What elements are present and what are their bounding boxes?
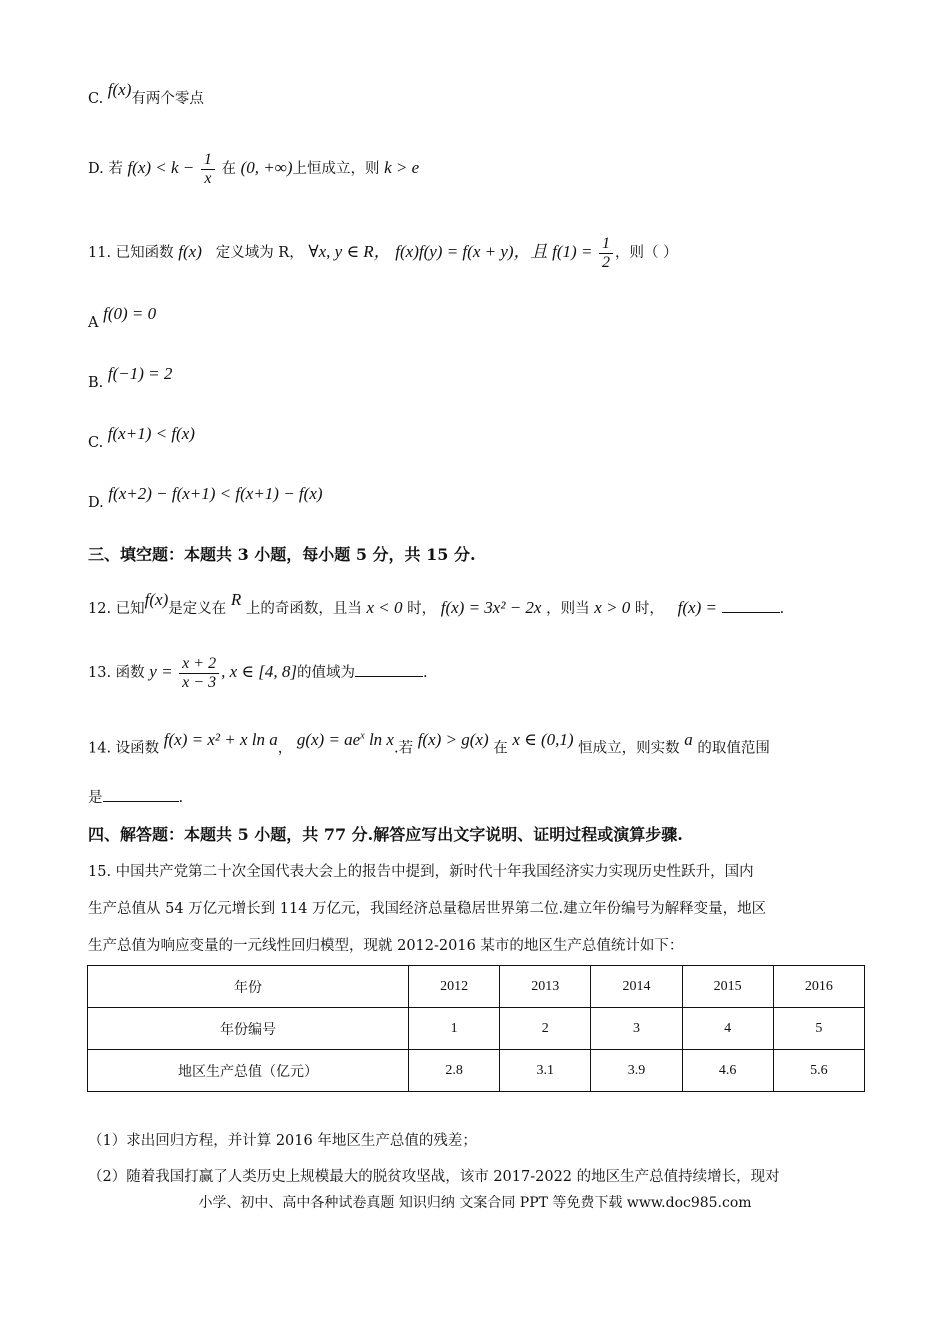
math-expression: f(0) = 0 <box>103 304 157 323</box>
text: 的值域为 <box>296 665 355 681</box>
q15-paragraph-line-1: 15. 中国共产党第二十次全国代表大会上的报告中提到，新时代十年我国经济实力实现历史性跃升，国内 <box>88 864 754 880</box>
option-label: A <box>88 315 99 331</box>
table-cell: 3.9 <box>591 1050 682 1092</box>
text: . <box>422 665 428 681</box>
table-header-cell: 地区生产总值（亿元） <box>88 1050 409 1092</box>
text: 是 <box>88 790 103 806</box>
math-expression: f(x) = 3x² − 2x <box>440 598 542 617</box>
question-lead: 14. 设函数 <box>88 740 160 757</box>
fraction-numerator: 1 <box>599 235 613 254</box>
q11-stem <box>88 232 678 273</box>
question-lead: 12. 已知 <box>88 601 145 617</box>
math-expression: f(x) <box>144 590 169 609</box>
text: ， <box>277 740 293 757</box>
table-cell: 2015 <box>682 966 773 1008</box>
question-lead: 11. 已知函数 <box>88 245 174 261</box>
math-expression: f(x) < k − <box>127 158 195 177</box>
math-expression: f(x) > g(x) <box>417 729 489 749</box>
q11-option-c <box>88 424 195 453</box>
option-text: 上恒成立，则 <box>292 161 380 177</box>
q12 <box>88 592 784 625</box>
math-expression: x ∈ (0,1) <box>512 729 574 749</box>
math-expression: ∀x, y ∈ R， <box>308 242 391 261</box>
table-cell: 2012 <box>409 966 500 1008</box>
question-lead: 13. 函数 <box>88 665 145 681</box>
math-expression: f(x) = <box>677 598 717 617</box>
q11-option-a <box>88 304 157 333</box>
fraction <box>201 151 215 188</box>
text: 恒成立，则实数 <box>578 740 680 757</box>
table-cell: 3.1 <box>500 1050 591 1092</box>
table-cell: 2.8 <box>409 1050 500 1092</box>
table-row <box>88 1008 865 1050</box>
table-cell: 2013 <box>500 966 591 1008</box>
text: 的取值范围 <box>697 740 770 757</box>
text: 在 <box>221 161 236 177</box>
fraction-denominator: x − 3 <box>182 673 217 691</box>
table-cell: 4.6 <box>682 1050 773 1092</box>
fraction <box>179 655 219 692</box>
option-label: D. <box>88 495 104 511</box>
math-expression: x < 0 <box>366 598 403 617</box>
text: 定义域为 R， <box>215 245 304 261</box>
math-expression: f(x) <box>178 242 202 261</box>
math-expression: y = <box>149 662 173 681</box>
text: 是定义在 <box>168 601 227 617</box>
math-part: ln x <box>364 729 394 749</box>
option-label: B. <box>88 375 104 391</box>
math-expression: f(1) = <box>552 242 593 261</box>
q10-option-c <box>88 80 204 109</box>
text: . <box>178 790 184 806</box>
table-cell: 2016 <box>773 966 864 1008</box>
math-interval: (0, +∞) <box>240 158 293 177</box>
option-text: 有两个零点 <box>131 91 204 107</box>
option-label: C. <box>88 91 104 107</box>
math-expression: f(x) = x² + x ln a <box>163 729 278 749</box>
math-expression: R <box>230 590 242 609</box>
page-footer: 小学、初中、高中各种试卷真题 知识归纳 文案合同 PPT 等免费下载 www.doc985.com <box>198 1195 752 1211</box>
q15-subquestion-1: （1）求出回归方程，并计算 2016 年地区生产总值的残差； <box>88 1133 477 1149</box>
option-label: D. 若 <box>88 161 123 177</box>
math-superscript: x <box>360 730 365 741</box>
option-label: C. <box>88 435 104 451</box>
q11-option-d <box>88 484 323 513</box>
math-expression: f(x)f(y) = f(x + y)，且 <box>395 242 548 261</box>
fraction <box>599 235 613 272</box>
text: 时， <box>407 601 437 617</box>
table-cell: 5 <box>773 1008 864 1050</box>
fraction-numerator: 1 <box>201 151 215 170</box>
answer-blank <box>103 787 179 802</box>
math-expression: x > 0 <box>594 598 631 617</box>
table-row <box>88 966 865 1008</box>
text: ，则当 <box>546 601 590 617</box>
fraction-denominator: 2 <box>602 253 611 271</box>
table-header-cell: 年份编号 <box>88 1008 409 1050</box>
q10-option-d <box>88 150 419 188</box>
table-cell: 3 <box>591 1008 682 1050</box>
table-cell: 2 <box>500 1008 591 1050</box>
math-expression: f(−1) = 2 <box>107 364 173 383</box>
gdp-table <box>87 965 865 1092</box>
table-row <box>88 1050 865 1092</box>
math-expression: k > e <box>384 158 420 177</box>
table-header-cell: 年份 <box>88 966 409 1008</box>
q14 <box>88 724 770 769</box>
fraction-denominator: x <box>204 169 212 187</box>
math-expression <box>297 730 394 749</box>
math-expression: f(x+2) − f(x+1) < f(x+1) − f(x) <box>108 484 323 503</box>
text: .若 <box>393 740 414 757</box>
q13 <box>88 650 428 695</box>
math-expression: f(x+1) < f(x) <box>107 424 195 443</box>
section-heading-solutions: 四、解答题：本题共 5 小题，共 77 分.解答应写出文字说明、证明过程或演算步骤. <box>88 825 683 844</box>
table-cell: 5.6 <box>773 1050 864 1092</box>
math-variable: a <box>684 729 693 749</box>
table-cell: 2014 <box>591 966 682 1008</box>
table-cell: 1 <box>409 1008 500 1050</box>
text: . <box>779 601 785 617</box>
q15-paragraph-line-3: 生产总值为响应变量的一元线性回归模型，现就 2012-2016 某市的地区生产总值统计如下： <box>88 938 684 954</box>
answer-blank <box>355 662 423 677</box>
answer-blank <box>722 598 780 613</box>
text: 时， <box>634 601 664 617</box>
q11-option-b <box>88 364 173 393</box>
q14-continued <box>88 787 183 808</box>
section-heading-fill-in: 三、填空题：本题共 3 小题，每小题 5 分，共 15 分. <box>88 545 476 564</box>
table-cell: 4 <box>682 1008 773 1050</box>
q15-subquestion-2: （2）随着我国打赢了人类历史上规模最大的脱贫攻坚战，该市 2017-2022 的地区生产总值持续增长，现对 <box>88 1169 780 1185</box>
math-part: g(x) = ae <box>296 729 361 749</box>
fraction-numerator: x + 2 <box>179 655 219 674</box>
text: 在 <box>493 740 508 757</box>
text: 上的奇函数，且当 <box>245 601 362 617</box>
text: ，则（ ） <box>615 245 678 261</box>
math-expression: , x ∈ [4, 8] <box>221 662 297 681</box>
q15-paragraph-line-2: 生产总值从 54 万亿元增长到 114 万亿元，我国经济总量稳居世界第二位.建立年份编号为解释变量，地区 <box>88 901 767 917</box>
math-expression: f(x) <box>107 80 132 99</box>
